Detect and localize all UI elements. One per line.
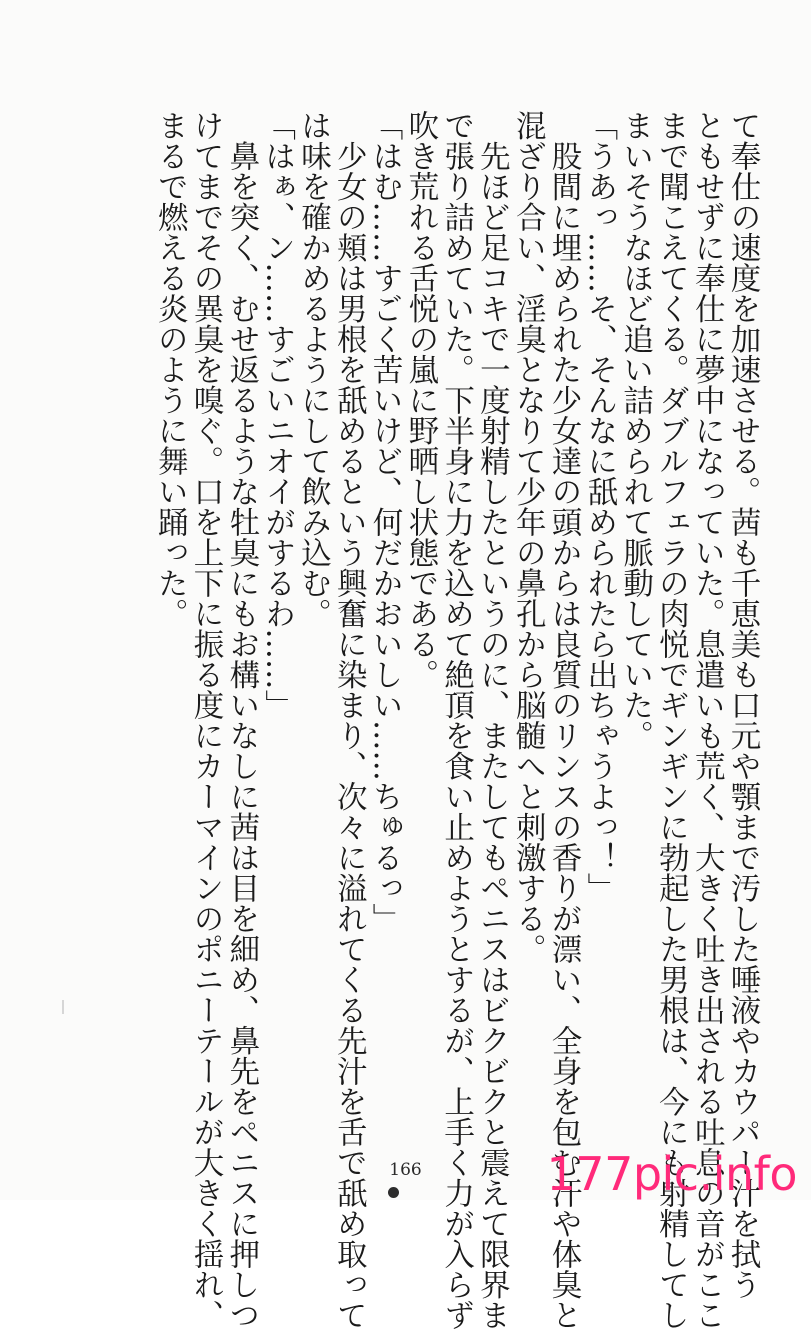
text-column: まるで燃える炎のように舞い踊った。 (152, 110, 188, 629)
scan-mark (62, 1000, 64, 1014)
text-column: ともせずに奉仕に夢中になっていた。息遣いも荒く、大きく吐き出される吐息の音がここ (689, 110, 725, 1330)
text-column: 「はむ……すごく苦いけど、何だかおいしい……ちゅるっ」 (367, 110, 403, 934)
page-number: 166 (389, 1160, 422, 1180)
text-column: 少女の頬は男根を舐めるという興奮に染まり、次々に溢れてくる先汁を舌で舐め取って (331, 110, 367, 1330)
text-column: 先ほど足コキで一度射精したというのに、またしてもペニスはビクビクと震えて限界ま (474, 110, 510, 1330)
text-column: て奉仕の速度を加速させる。茜も千恵美も口元や顎まで汚した唾液やカウパー汁を拭う (725, 110, 760, 1300)
text-column: 鼻を突く、むせ返るような牡臭にもお構いなしに茜は目を細め、鼻先をペニスに押しつ (223, 110, 259, 1330)
text-column: 股間に埋められた少女達の頭からは良質のリンスの香りが漂い、全身を包む汗や体臭と (546, 110, 582, 1330)
text-column: 吹き荒れる舌悦の嵐に野晒し状態である。 (402, 110, 438, 690)
text-column: は味を確かめるようにして飲み込む。 (295, 110, 331, 629)
text-column: まで聞こえてくる。ダブルフェラの肉悦でギンギンに勃起した男根は、今にも射精してし (653, 110, 689, 1330)
text-column: まいそうなほど追い詰められて脈動していた。 (617, 110, 653, 751)
text-column: 「はぁ、ン……すごいニオイがするわ……」 (259, 110, 295, 720)
text-column: 「うあっ……そ、そんなに舐められたら出ちゃうよっ！」 (581, 110, 617, 903)
text-column: で張り詰めていた。下半身に力を込めて絶頂を食い止めようとするが、上手く力が入らず (438, 110, 474, 1330)
watermark: 177pic.info (546, 1147, 797, 1201)
text-column: けてまでその異臭を嗅ぐ。口を上下に振る度にカーマインのポニーテールが大きく揺れ、 (188, 110, 224, 1330)
text-column: 混ざり合い、淫臭となりて少年の鼻孔から脳髄へと刺激する。 (510, 110, 546, 964)
page-dot-icon (388, 1187, 399, 1198)
